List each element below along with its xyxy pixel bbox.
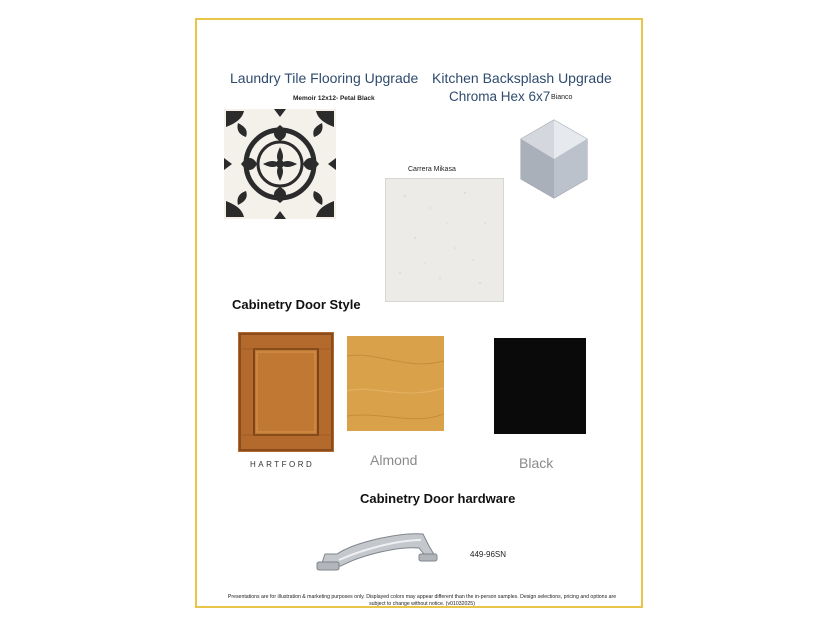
- countertop-label: Carrera Mikasa: [408, 166, 456, 173]
- almond-swatch: [347, 336, 444, 431]
- hartford-door-image: [238, 332, 334, 452]
- footer-disclaimer: Presentations are for illustration & marketing purposes only. Displayed colors may appear different than the in-person samples. Design selections, pricing and options are subject to change without notice. (v01032025): [227, 594, 617, 607]
- laundry-product: Memoir 12x12- Petal Black: [293, 95, 375, 102]
- countertop-swatch: [385, 178, 504, 302]
- black-swatch: [494, 338, 586, 434]
- backsplash-title: Kitchen Backsplash Upgrade: [432, 70, 612, 86]
- black-label: Black: [519, 455, 554, 471]
- hardware-model: 449-96SN: [470, 550, 507, 559]
- backsplash-product: Chroma Hex 6x7: [449, 89, 551, 104]
- design-sheet: [195, 18, 643, 608]
- floor-tile-image: [224, 109, 336, 219]
- hardware-title: Cabinetry Door hardware: [360, 491, 516, 506]
- laundry-title: Laundry Tile Flooring Upgrade: [230, 70, 419, 86]
- hex-tile-image: [519, 118, 589, 200]
- almond-label: Almond: [370, 452, 418, 468]
- backsplash-color: Bianco: [551, 94, 573, 101]
- pull-handle-image: [315, 520, 440, 575]
- cabinet-door-title: Cabinetry Door Style: [232, 297, 361, 312]
- hartford-label: HARTFORD: [250, 460, 315, 469]
